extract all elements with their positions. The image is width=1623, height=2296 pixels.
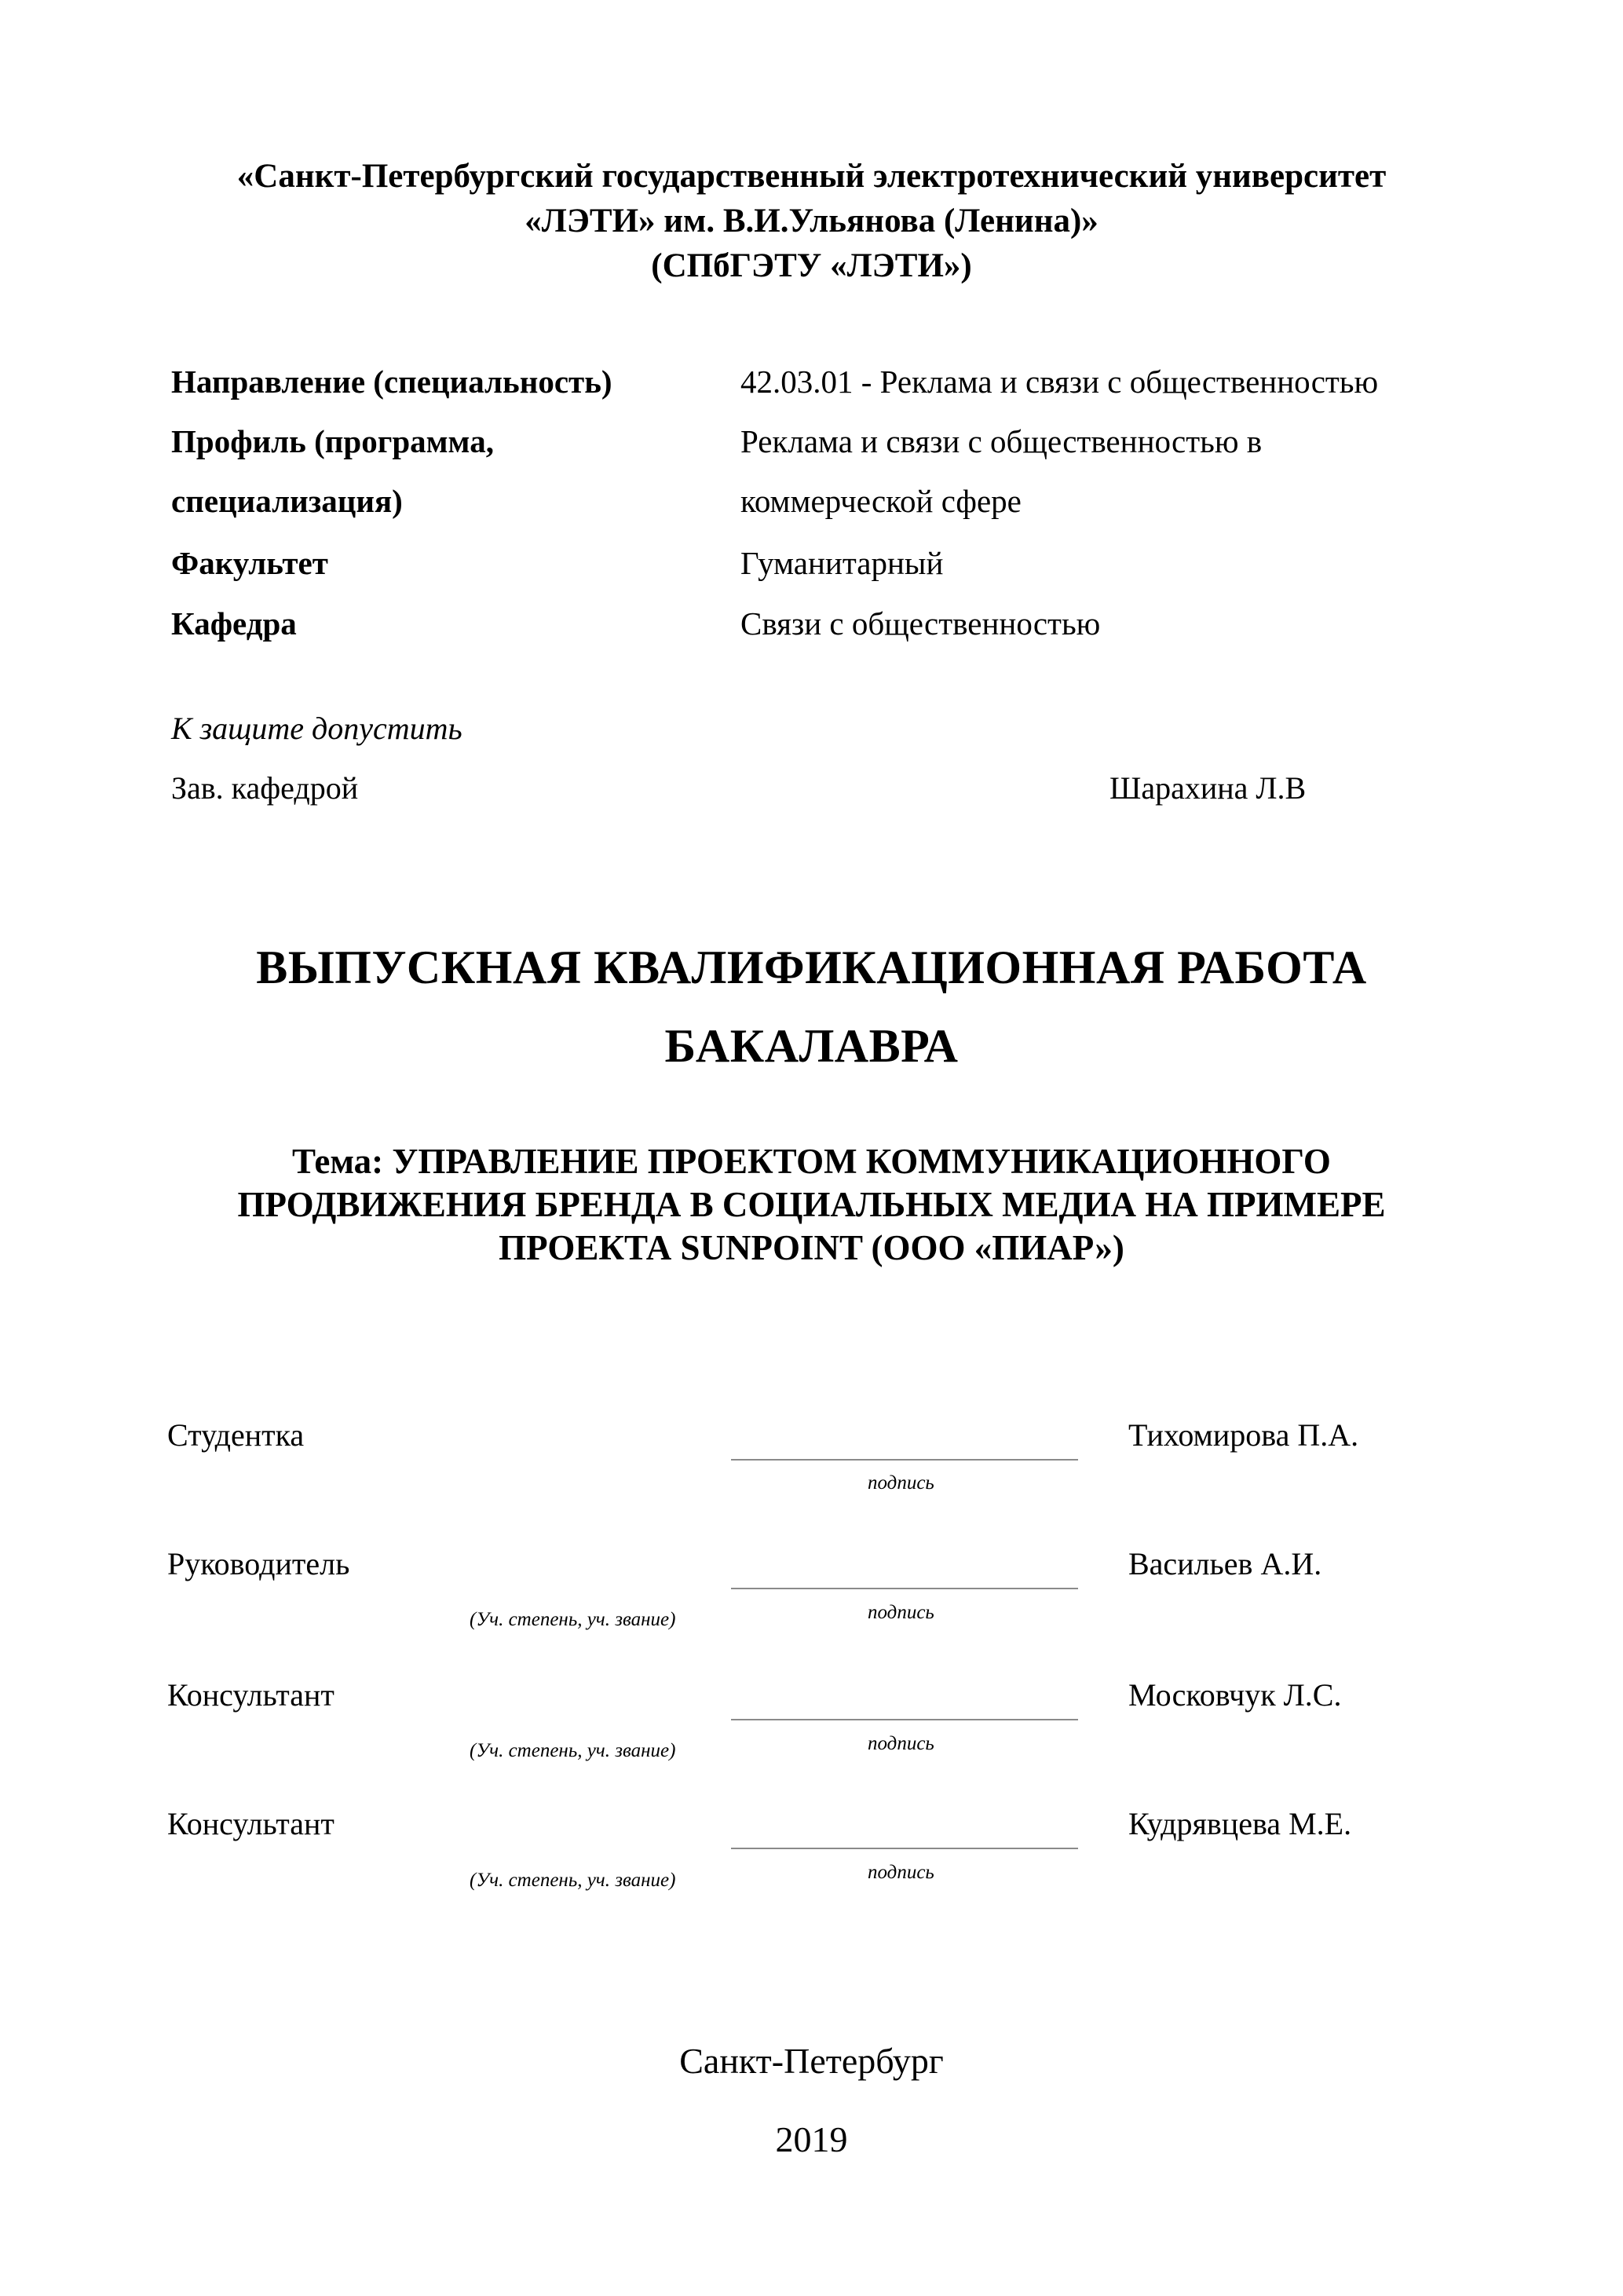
signature-line xyxy=(731,1588,1078,1589)
signature-caption: подпись xyxy=(868,1733,934,1754)
faculty-label: Факультет xyxy=(171,545,328,581)
degree-caption: (Уч. степень, уч. звание) xyxy=(470,1740,676,1761)
direction-value: 42.03.01 - Реклама и связи с общественностью xyxy=(740,364,1379,400)
year: 2019 xyxy=(775,2119,848,2159)
head-of-department-name: Шарахина Л.В xyxy=(1109,770,1307,806)
signature-caption: подпись xyxy=(868,1472,934,1493)
topic-line-1: Тема: УПРАВЛЕНИЕ ПРОЕКТОМ КОММУНИКАЦИОННОГО xyxy=(292,1142,1331,1181)
signatory-name: Васильев А.И. xyxy=(1128,1546,1322,1581)
department-value: Связи с общественностью xyxy=(740,605,1101,642)
document-title-line-1: ВЫПУСКНАЯ КВАЛИФИКАЦИОННАЯ РАБОТА xyxy=(256,941,1367,993)
department-label: Кафедра xyxy=(171,605,297,642)
document-title-line-2: БАКАЛАВРА xyxy=(664,1020,959,1072)
degree-caption: (Уч. степень, уч. звание) xyxy=(470,1870,676,1891)
signature-role: Консультант xyxy=(167,1806,334,1841)
admit-to-defense: К защите допустить xyxy=(171,711,462,746)
signature-role: Руководитель xyxy=(167,1546,350,1581)
university-abbreviation: (СПбГЭТУ «ЛЭТИ») xyxy=(651,247,972,284)
signature-caption: подпись xyxy=(868,1602,934,1623)
university-name-line-1: «Санкт-Петербургский государственный электротехнический университет xyxy=(236,158,1387,195)
signature-line xyxy=(731,1719,1078,1720)
signatory-name: Кудрявцева М.Е. xyxy=(1128,1806,1352,1841)
topic-line-3: ПРОЕКТА SUNPOINT (ООО «ПИАР») xyxy=(499,1228,1124,1267)
signatory-name: Московчук Л.С. xyxy=(1128,1677,1342,1713)
city: Санкт-Петербург xyxy=(679,2041,944,2081)
profile-label-line-2: специализация) xyxy=(171,483,403,519)
signature-line xyxy=(731,1459,1078,1461)
signature-line xyxy=(731,1848,1078,1849)
signature-role: Студентка xyxy=(167,1417,305,1453)
profile-value-line-1: Реклама и связи с общественностью в xyxy=(740,423,1263,459)
university-name-line-2: «ЛЭТИ» им. В.И.Ульянова (Ленина)» xyxy=(525,203,1098,239)
profile-value-line-2: коммерческой сфере xyxy=(740,483,1022,519)
signature-caption: подпись xyxy=(868,1862,934,1883)
thesis-topic xyxy=(0,1140,1623,1270)
profile-label-line-1: Профиль (программа, xyxy=(171,423,494,459)
degree-caption: (Уч. степень, уч. звание) xyxy=(470,1609,676,1630)
head-of-department-label: Зав. кафедрой xyxy=(171,770,359,806)
direction-label: Направление (специальность) xyxy=(171,364,612,400)
topic-line-2: ПРОДВИЖЕНИЯ БРЕНДА В СОЦИАЛЬНЫХ МЕДИА НА ПРИМЕРЕ xyxy=(237,1185,1386,1224)
university-header xyxy=(0,154,1623,288)
faculty-value: Гуманитарный xyxy=(740,545,944,581)
signatory-name: Тихомирова П.А. xyxy=(1128,1417,1359,1453)
signature-role: Консультант xyxy=(167,1677,334,1713)
